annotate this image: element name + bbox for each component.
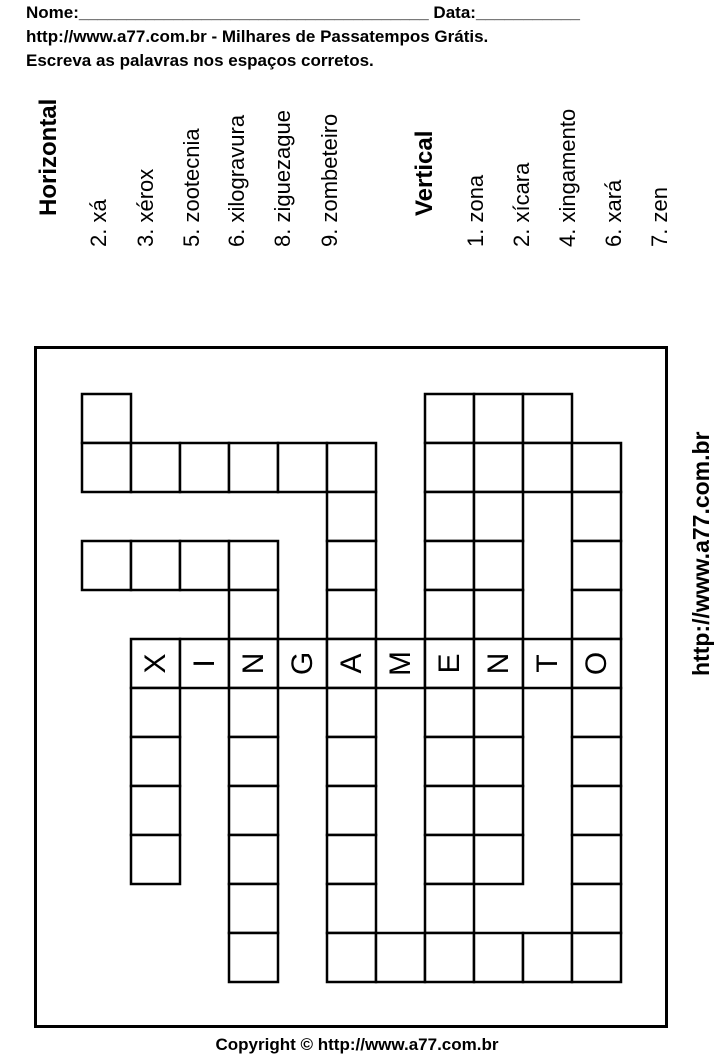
horizontal-clue: 2. xá [86, 199, 111, 247]
instructions: Escreva as palavras nos espaços corretos. [26, 51, 374, 70]
crossword-cell[interactable] [425, 884, 474, 933]
crossword-cell[interactable] [474, 786, 523, 835]
given-letter: T [531, 654, 564, 673]
crossword-cell[interactable] [572, 688, 621, 737]
crossword-cell[interactable] [131, 737, 180, 786]
crossword-cell[interactable] [82, 443, 131, 492]
crossword-cell[interactable] [82, 394, 131, 443]
given-letter: E [433, 653, 466, 674]
crossword-cell[interactable] [327, 492, 376, 541]
side-url: http://www.a77.com.br [688, 431, 714, 676]
crossword-cell[interactable] [523, 394, 572, 443]
crossword-cell[interactable] [327, 737, 376, 786]
crossword-cell[interactable] [425, 933, 474, 982]
crossword-cell[interactable] [523, 933, 572, 982]
crossword-cell[interactable] [229, 835, 278, 884]
crossword-cell[interactable] [131, 541, 180, 590]
crossword-cell[interactable] [474, 541, 523, 590]
crossword-cell[interactable] [327, 786, 376, 835]
crossword-cell[interactable] [327, 443, 376, 492]
given-letter: N [482, 652, 515, 675]
given-letter: O [580, 651, 613, 676]
vertical-clue: 4. xingamento [555, 108, 580, 247]
crossword-cell[interactable] [425, 541, 474, 590]
crossword-cell[interactable] [229, 688, 278, 737]
horizontal-clue: 9. zombeteiro [317, 113, 342, 247]
crossword-cell[interactable] [425, 737, 474, 786]
crossword-cell[interactable] [474, 394, 523, 443]
horizontal-heading: Horizontal [35, 98, 62, 216]
crossword-cell[interactable] [474, 933, 523, 982]
crossword-cell[interactable] [572, 443, 621, 492]
crossword-cell[interactable] [572, 590, 621, 639]
crossword-cell[interactable] [180, 541, 229, 590]
crossword-cell[interactable] [474, 443, 523, 492]
name-date-line: Nome:_____________________________________ Data:___________ [26, 3, 580, 22]
horizontal-clue: 6. xilogravura [224, 114, 249, 247]
horizontal-clue: 8. ziguezague [270, 110, 295, 247]
given-letter: I [188, 659, 221, 668]
given-letter: N [237, 652, 270, 675]
crossword-cell[interactable] [327, 933, 376, 982]
copyright-footer: Copyright © http://www.a77.com.br [215, 1035, 499, 1054]
horizontal-clue: 5. zootecnia [179, 128, 204, 247]
crossword-cell[interactable] [572, 541, 621, 590]
crossword-cell[interactable] [131, 835, 180, 884]
crossword-cell[interactable] [327, 541, 376, 590]
crossword-cell[interactable] [425, 688, 474, 737]
crossword-cell[interactable] [327, 688, 376, 737]
crossword-cell[interactable] [425, 394, 474, 443]
crossword-cell[interactable] [229, 443, 278, 492]
crossword-cell[interactable] [131, 688, 180, 737]
crossword-cell[interactable] [327, 835, 376, 884]
crossword-cell[interactable] [474, 590, 523, 639]
crossword-cell[interactable] [229, 933, 278, 982]
crossword-cell[interactable] [572, 737, 621, 786]
crossword-cell[interactable] [180, 443, 229, 492]
crossword-cell[interactable] [523, 443, 572, 492]
crossword-cell[interactable] [474, 688, 523, 737]
crossword-cell[interactable] [82, 541, 131, 590]
crossword-cell[interactable] [425, 786, 474, 835]
crossword-cell[interactable] [327, 884, 376, 933]
crossword-cell[interactable] [425, 492, 474, 541]
crossword-cell[interactable] [229, 786, 278, 835]
crossword-cell[interactable] [425, 590, 474, 639]
crossword-cell[interactable] [229, 737, 278, 786]
crossword-cell[interactable] [229, 884, 278, 933]
crossword-cell[interactable] [474, 492, 523, 541]
crossword-cell[interactable] [572, 835, 621, 884]
crossword-cell[interactable] [327, 590, 376, 639]
crossword-cell[interactable] [229, 590, 278, 639]
given-letter: A [335, 653, 368, 674]
vertical-clue: 2. xícara [509, 162, 534, 247]
crossword-cell[interactable] [425, 443, 474, 492]
given-letter: G [286, 651, 319, 676]
crossword-cell[interactable] [572, 933, 621, 982]
vertical-heading: Vertical [411, 130, 438, 216]
site-line: http://www.a77.com.br - Milhares de Passatempos Grátis. [26, 27, 489, 46]
crossword-cell[interactable] [131, 786, 180, 835]
crossword-cell[interactable] [572, 492, 621, 541]
crossword-cell[interactable] [572, 884, 621, 933]
crossword-cell[interactable] [474, 835, 523, 884]
vertical-clue: 7. zen [647, 187, 672, 247]
crossword-cell[interactable] [572, 786, 621, 835]
crossword-cell[interactable] [278, 443, 327, 492]
horizontal-clue: 3. xérox [133, 168, 158, 247]
given-letter: M [384, 651, 417, 676]
given-letter: X [139, 653, 172, 674]
crossword-cell[interactable] [229, 541, 278, 590]
crossword-cell[interactable] [131, 443, 180, 492]
crossword-cell[interactable] [425, 835, 474, 884]
crossword-cell[interactable] [376, 933, 425, 982]
crossword-cell[interactable] [474, 737, 523, 786]
vertical-clue: 1. zona [463, 174, 488, 247]
vertical-clue: 6. xará [601, 179, 626, 247]
